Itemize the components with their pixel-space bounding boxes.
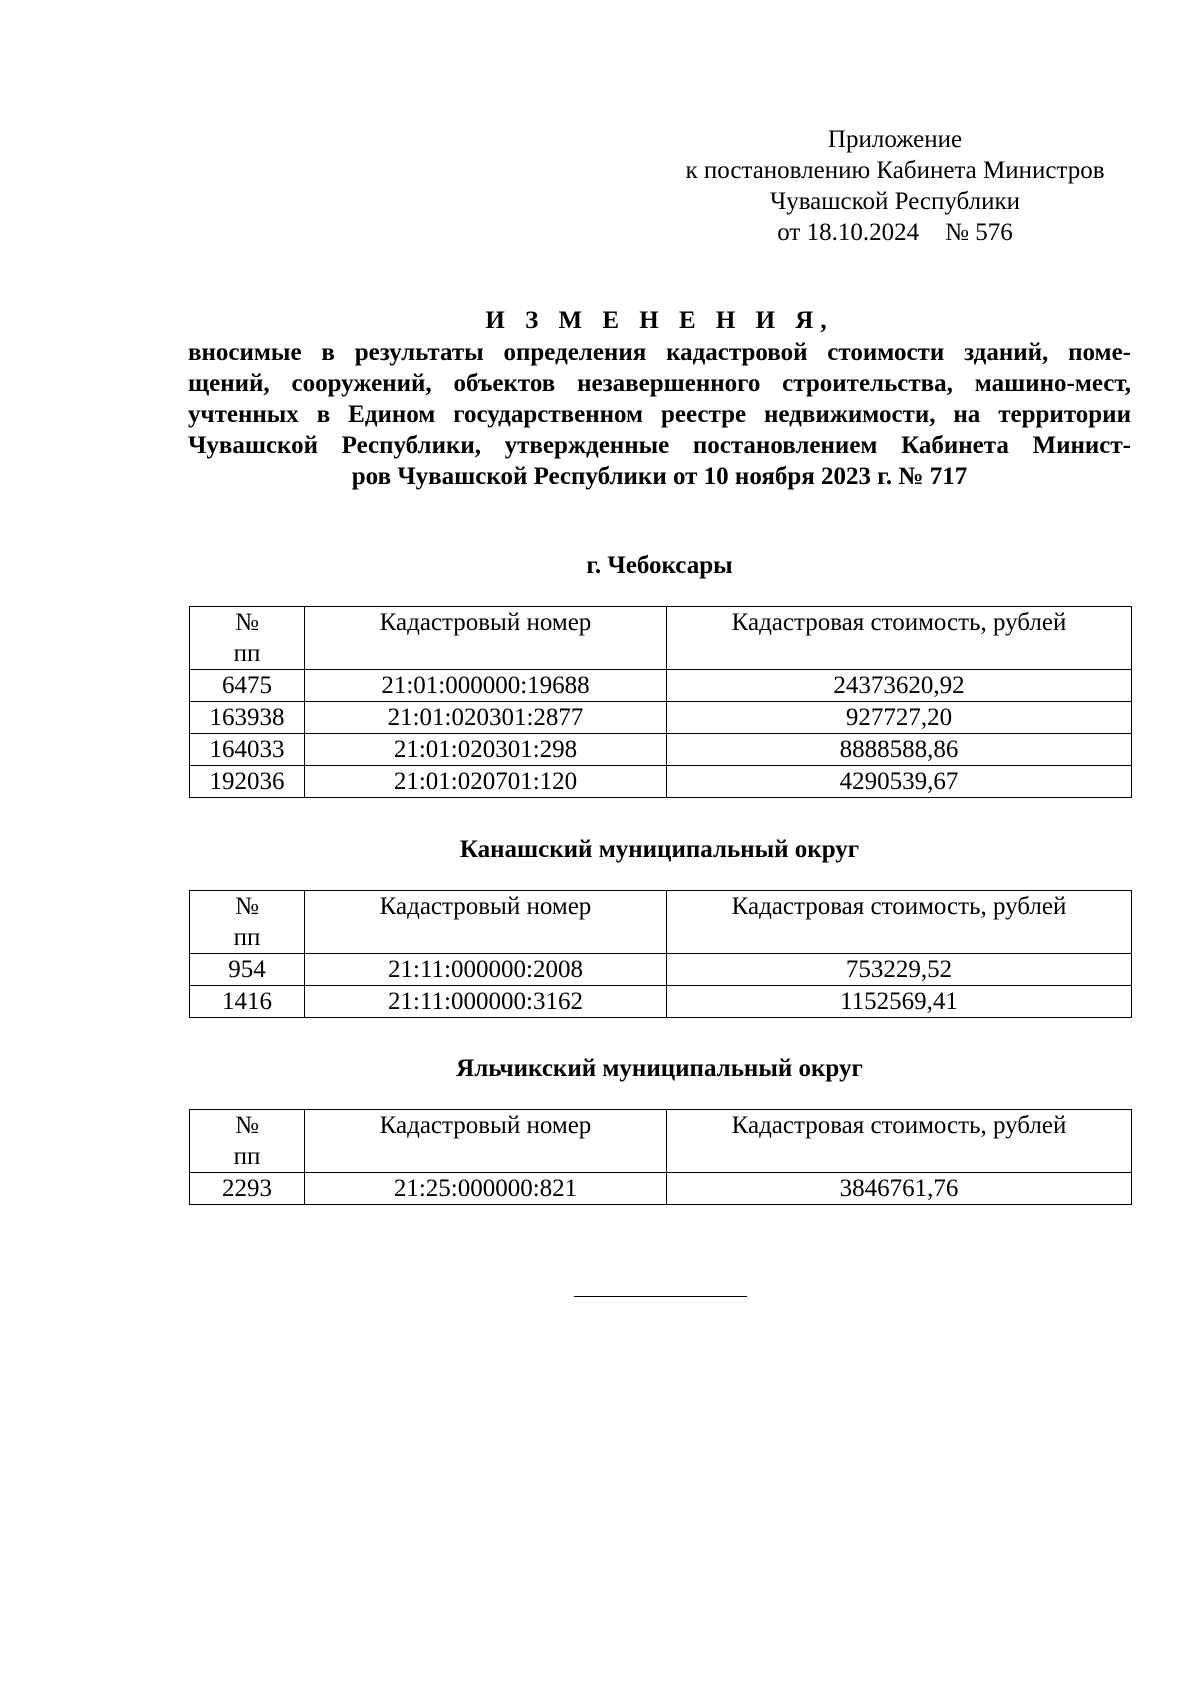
header-num xyxy=(190,891,305,954)
cell-num: 6475 xyxy=(190,670,305,702)
header-num-line-2: пп xyxy=(233,1143,261,1170)
heading-line-3: учтенных в Едином государственном реестре недвижимости, на территории xyxy=(188,401,1131,428)
cell-cad-number: 21:01:020301:2877 xyxy=(305,702,667,734)
appendix-number: № 576 xyxy=(945,219,1013,246)
table-header-row xyxy=(190,1110,1132,1173)
heading-line-4: Чувашской Республики, утвержденные постановлением Кабинета Минист- xyxy=(188,432,1131,459)
table-row xyxy=(190,670,1132,702)
header-num-line-1: № xyxy=(235,1112,259,1139)
document-heading xyxy=(188,305,1131,492)
table-row xyxy=(190,702,1132,734)
heading-line-5: ров Чувашской Республики от 10 ноября 2023 г. № 717 xyxy=(351,463,968,490)
header-cad-value: Кадастровая стоимость, рублей xyxy=(667,1110,1132,1173)
cell-num: 2293 xyxy=(190,1173,305,1205)
table-header-row xyxy=(190,607,1132,670)
header-cad-number: Кадастровый номер xyxy=(305,891,667,954)
appendix-line-1: Приложение xyxy=(827,126,963,153)
table-row xyxy=(190,954,1132,986)
appendix-date: от 18.10.2024 xyxy=(777,219,920,246)
cell-num: 164033 xyxy=(190,734,305,766)
cell-cad-number: 21:11:000000:3162 xyxy=(305,986,667,1018)
cell-cad-number: 21:25:000000:821 xyxy=(305,1173,667,1205)
cell-cad-number: 21:11:000000:2008 xyxy=(305,954,667,986)
header-cad-number: Кадастровый номер xyxy=(305,1110,667,1173)
cell-cad-value: 753229,52 xyxy=(667,954,1132,986)
document-title: И З М Е Н Е Н И Я, xyxy=(485,307,834,334)
cell-num: 1416 xyxy=(190,986,305,1018)
appendix-date-line xyxy=(655,217,1135,248)
cell-num: 163938 xyxy=(190,702,305,734)
table-row xyxy=(190,734,1132,766)
header-num-line-2: пп xyxy=(233,924,261,951)
cell-cad-value: 8888588,86 xyxy=(667,734,1132,766)
table-yalchiki xyxy=(189,1109,1132,1205)
header-num-line-2: пп xyxy=(233,640,261,667)
cell-num: 954 xyxy=(190,954,305,986)
cell-cad-value: 3846761,76 xyxy=(667,1173,1132,1205)
cell-cad-number: 21:01:020701:120 xyxy=(305,766,667,798)
appendix-line-3: Чувашской Республики xyxy=(769,188,1021,215)
table-cheboksary xyxy=(189,606,1132,798)
header-cad-value: Кадастровая стоимость, рублей xyxy=(667,607,1132,670)
table-row xyxy=(190,1173,1132,1205)
header-cad-number: Кадастровый номер xyxy=(305,607,667,670)
table-kanash xyxy=(189,890,1132,1018)
header-cad-value: Кадастровая стоимость, рублей xyxy=(667,891,1132,954)
section-title-cheboksary: г. Чебоксары xyxy=(586,552,733,579)
cell-cad-value: 4290539,67 xyxy=(667,766,1132,798)
cell-cad-value: 927727,20 xyxy=(667,702,1132,734)
heading-line-2: щений, сооружений, объектов незавершенного строительства, машино-мест, xyxy=(188,370,1131,397)
header-num xyxy=(190,607,305,670)
heading-line-1: вносимые в результаты определения кадастровой стоимости зданий, поме- xyxy=(188,339,1131,366)
section-title-yalchiki: Яльчикский муниципальный округ xyxy=(456,1055,863,1082)
cell-cad-value: 24373620,92 xyxy=(667,670,1132,702)
cell-cad-number: 21:01:000000:19688 xyxy=(305,670,667,702)
header-num xyxy=(190,1110,305,1173)
cell-num: 192036 xyxy=(190,766,305,798)
header-num-line-1: № xyxy=(235,893,259,920)
end-divider xyxy=(574,1296,747,1297)
cell-cad-number: 21:01:020301:298 xyxy=(305,734,667,766)
appendix-block xyxy=(655,124,1135,248)
table-row xyxy=(190,986,1132,1018)
header-num-line-1: № xyxy=(235,609,259,636)
section-title-kanash: Канашский муниципальный округ xyxy=(459,836,860,863)
cell-cad-value: 1152569,41 xyxy=(667,986,1132,1018)
table-row xyxy=(190,766,1132,798)
appendix-line-2: к постановлению Кабинета Министров xyxy=(685,157,1105,184)
table-header-row xyxy=(190,891,1132,954)
